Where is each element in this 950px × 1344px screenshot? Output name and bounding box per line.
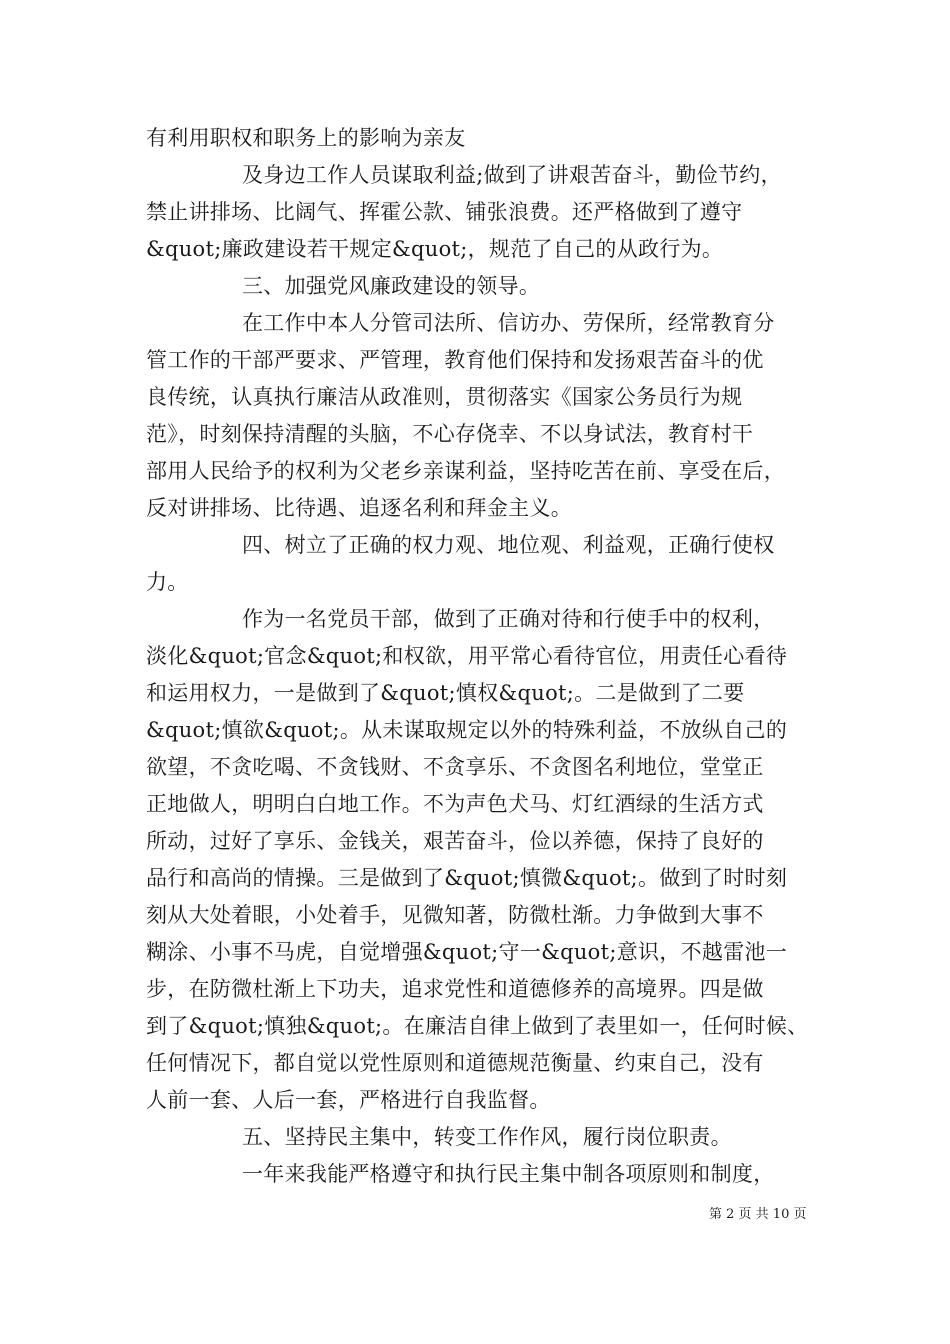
body-text-line: 糊涂、小事不马虎，自觉增强&quot;守一&quot;意识，不越雷池一	[146, 940, 788, 964]
body-text-line: 人前一套、人后一套，严格进行自我监督。	[146, 1088, 551, 1112]
body-text-line: 在工作中本人分管司法所、信访办、劳保所，经常教育分	[242, 311, 775, 335]
body-text-line: 正地做人，明明白白地工作。不为声色犬马、灯红酒绿的生活方式	[146, 792, 764, 816]
body-text-line: 良传统，认真执行廉洁从政准则，贯彻落实《国家公务员行为规	[146, 385, 743, 409]
body-text-line: 禁止讲排场、比阔气、挥霍公款、铺张浪费。还严格做到了遵守	[146, 200, 743, 224]
body-text-line: 品行和高尚的情操。三是做到了&quot;慎微&quot;。做到了时时刻	[146, 866, 788, 890]
body-text-line: 一年来我能严格遵守和执行民主集中制各项原则和制度，	[242, 1162, 775, 1186]
body-text-line: 力。	[146, 570, 189, 594]
body-text-line: 范》，时刻保持清醒的头脑，不心存侥幸、不以身试法，教育村干	[146, 422, 754, 446]
section-heading-3: 三、加强党风廉政建设的领导。	[242, 274, 541, 298]
section-heading-5: 五、坚持民主集中，转变工作作风，履行岗位职责。	[242, 1125, 732, 1149]
body-text-line: 步，在防微杜渐上下功夫，追求党性和道德修养的高境界。四是做	[146, 977, 764, 1001]
body-text-line: 所动，过好了享乐、金钱关，艰苦奋斗，俭以养德，保持了良好的	[146, 829, 764, 853]
body-text-line: 及身边工作人员谋取利益;做到了讲艰苦奋斗，勤俭节约，	[242, 163, 782, 187]
page-number-footer: 第 2 页 共 10 页	[709, 1207, 807, 1222]
body-text-line: &quot;慎欲&quot;。从未谋取规定以外的特殊利益，不放纵自己的	[146, 718, 788, 742]
body-text-line: 部用人民给予的权利为父老乡亲谋利益，坚持吃苦在前、享受在后，	[146, 459, 785, 483]
body-text-line: 欲望，不贪吃喝、不贪钱财、不贪享乐、不贪图名利地位，堂堂正	[146, 755, 764, 779]
body-text-line: 有利用职权和职务上的影响为亲友	[146, 126, 466, 150]
body-text-line: &quot;廉政建设若干规定&quot;，规范了自己的从政行为。	[146, 237, 724, 261]
body-text-line: 作为一名党员干部，做到了正确对待和行使手中的权利，	[242, 607, 775, 631]
body-text-line: 刻从大处着眼，小处着手，见微知著，防微杜渐。力争做到大事不	[146, 903, 764, 927]
section-heading-4: 四、树立了正确的权力观、地位观、利益观，正确行使权	[242, 533, 775, 557]
body-text-line: 淡化&quot;官念&quot;和权欲，用平常心看待官位，用责任心看待	[146, 644, 788, 668]
body-text-line: 反对讲排场、比待遇、追逐名利和拜金主义。	[146, 496, 572, 520]
body-text-line: 管工作的干部严要求、严管理，教育他们保持和发扬艰苦奋斗的优	[146, 348, 764, 372]
body-text-line: 和运用权力，一是做到了&quot;慎权&quot;。二是做到了二要	[146, 681, 745, 705]
body-text-line: 到了&quot;慎独&quot;。在廉洁自律上做到了表里如一，任何时候、	[146, 1014, 809, 1038]
body-text-line: 任何情况下，都自觉以党性原则和道德规范衡量、约束自己，没有	[146, 1051, 764, 1075]
